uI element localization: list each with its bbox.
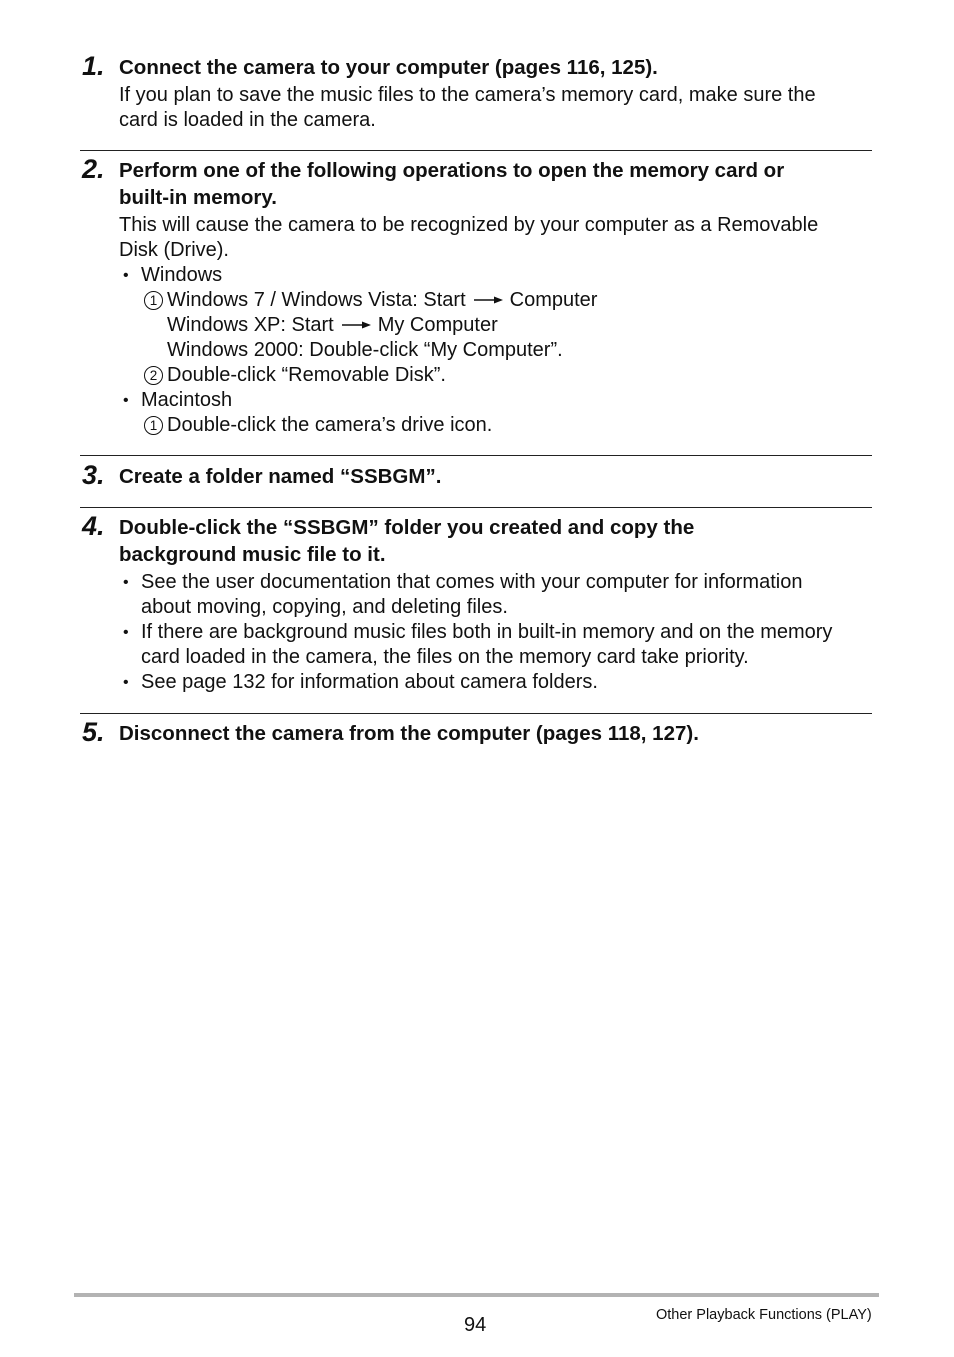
step-number: 5. — [82, 717, 105, 747]
step-heading: Double-click the “SSBGM” folder you created and copy the background music file to it. — [119, 516, 695, 566]
circled-number: 1 — [144, 416, 163, 435]
windows-step-2: 2 Double-click “Removable Disk”. — [119, 363, 872, 388]
step-number: 2. — [82, 154, 105, 184]
divider — [80, 713, 872, 714]
arrow-right-icon — [474, 295, 504, 305]
step-body: This will cause the camera to be recognized by your computer as a Removable Disk (Drive). • Windows 1 Windows 7 / Windows Vista: Start Computer Windows XP: Start My Computer Windows 2000: Double-click “My Computer”. 2 Double-click “Removable Disk”. • Macintosh 1 Double-click the camera’s drive icon. — [119, 213, 872, 438]
divider — [80, 507, 872, 508]
step-4 — [80, 511, 872, 695]
step-number: 4. — [82, 511, 105, 541]
circled-number: 2 — [144, 366, 163, 385]
step-number: 1. — [82, 51, 105, 81]
windows-xp-line: Windows XP: Start My Computer — [167, 314, 498, 336]
bullet-item: • If there are background music files both in built-in memory and on the memory card loaded in the camera, the files on the memory card take priority. — [119, 620, 872, 670]
step-number: 3. — [82, 460, 105, 490]
bullet-item: • See the user documentation that comes with your computer for information about moving, copying, and deleting files. — [119, 570, 872, 620]
page-number: 94 — [464, 1314, 487, 1336]
step-1 — [80, 51, 872, 133]
step-heading: Create a folder named “SSBGM”. — [119, 465, 442, 488]
step-heading: Connect the camera to your computer (pages 116, 125). — [119, 56, 658, 79]
divider — [80, 150, 872, 151]
step-heading: Disconnect the camera from the computer (pages 118, 127). — [119, 722, 699, 745]
step-heading: Perform one of the following operations to open the memory card or built-in memory. — [119, 159, 785, 209]
step-body: If you plan to save the music files to the camera’s memory card, make sure the card is loaded in the camera. — [119, 84, 816, 131]
step-3 — [80, 460, 872, 490]
section-title: Other Playback Functions (PLAY) — [656, 1307, 872, 1323]
footer-rule — [74, 1293, 879, 1297]
windows-step-1: 1 Windows 7 / Windows Vista: Start Computer — [119, 288, 872, 313]
mac-step-1: 1 Double-click the camera’s drive icon. — [119, 413, 872, 438]
arrow-right-icon — [342, 320, 372, 330]
windows-2000-line: Windows 2000: Double-click “My Computer”. — [167, 339, 563, 361]
step-2 — [80, 154, 872, 438]
bullet-item: • See page 132 for information about camera folders. — [119, 670, 872, 695]
bullet-windows: • Windows — [119, 263, 872, 288]
step-5 — [80, 717, 872, 747]
circled-number: 1 — [144, 291, 163, 310]
step-body — [119, 570, 872, 695]
bullet-macintosh: • Macintosh — [119, 388, 872, 413]
divider — [80, 455, 872, 456]
